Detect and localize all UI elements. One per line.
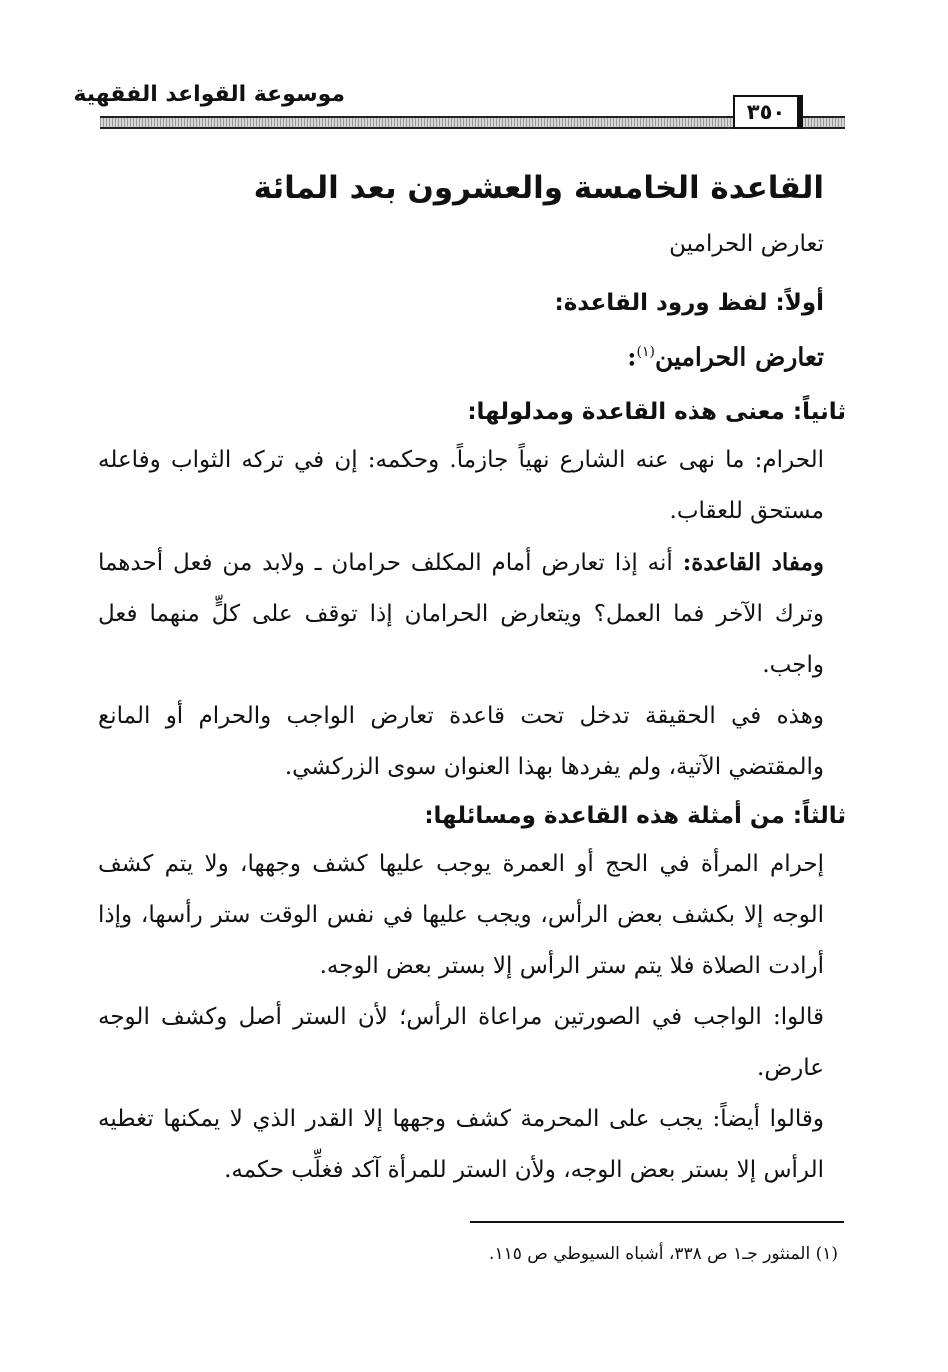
section-heading-meaning: ثانياً: معنى هذه القاعدة ومدلولها: <box>467 399 846 426</box>
rule-wording <box>98 326 846 383</box>
rule-wording-end: : <box>627 342 637 372</box>
paragraph-lead: ومفاد القاعدة: <box>682 549 824 577</box>
section-heading-wording: أولاً: لفظ ورود القاعدة: <box>554 290 824 316</box>
paragraph-example-1: إحرام المرأة في الحج أو العمرة يوجب عليها كشف وجهها، ولا يتم كشف الوجه إلا بكشف بعض الرأس، ويجب عليها في نفس الوقت ستر رأسها، وإذا أرادت الصلاة فلا يتم ستر الرأس إلا بستر بعض الوجه. <box>98 851 824 980</box>
rule-subtitle: تعارض الحرامين <box>669 231 824 257</box>
running-header <box>73 78 845 138</box>
paragraph-note: وهذه في الحقيقة تدخل تحت قاعدة تعارض الواجب والحرام أو المانع والمقتضي الآتية، ولم يفردها بهذا العنوان سوى الزركشي. <box>98 703 824 781</box>
paragraph-rule-meaning <box>98 537 846 691</box>
footnote-1: (١) المنثور جـ١ ص ٣٣٨، أشباه السيوطي ص ١١٥. <box>489 1244 838 1264</box>
footnote-separator <box>470 1221 844 1223</box>
footnote-reference: (١) <box>636 344 655 360</box>
rule-title: القاعدة الخامسة والعشرون بعد المائة <box>253 170 824 206</box>
paragraph-example-3: وقالوا أيضاً: يجب على المحرمة كشف وجهها إلا القدر الذي لا يمكنها تغطيه الرأس إلا بستر بعض الوجه، ولأن الستر للمرأة آكد فغلِّب حكمه. <box>98 1106 824 1184</box>
page-number: ٣٥٠ <box>733 95 803 129</box>
book-title: موسوعة القواعد الفقهية <box>73 82 345 107</box>
section-heading-examples: ثالثاً: من أمثلة هذه القاعدة ومسائلها: <box>424 803 846 830</box>
paragraph-definition: الحرام: ما نهى عنه الشارع نهياً جازماً. وحكمه: إن في تركه الثواب وفاعله مستحق للعقاب. <box>98 447 824 525</box>
paragraph-body: أنه إذا تعارض أمام المكلف حرامان ـ ولابد من فعل أحدهما وترك الآخر فما العمل؟ ويتعارض الحرامان إذا توقف على كلٍّ منهما فعل واجب. <box>98 550 824 679</box>
main-content <box>98 160 846 1196</box>
paragraph-example-2: قالوا: الواجب في الصورتين مراعاة الرأس؛ لأن الستر أصل وكشف الوجه عارض. <box>98 1004 824 1082</box>
rule-wording-text: تعارض الحرامين <box>654 342 824 372</box>
